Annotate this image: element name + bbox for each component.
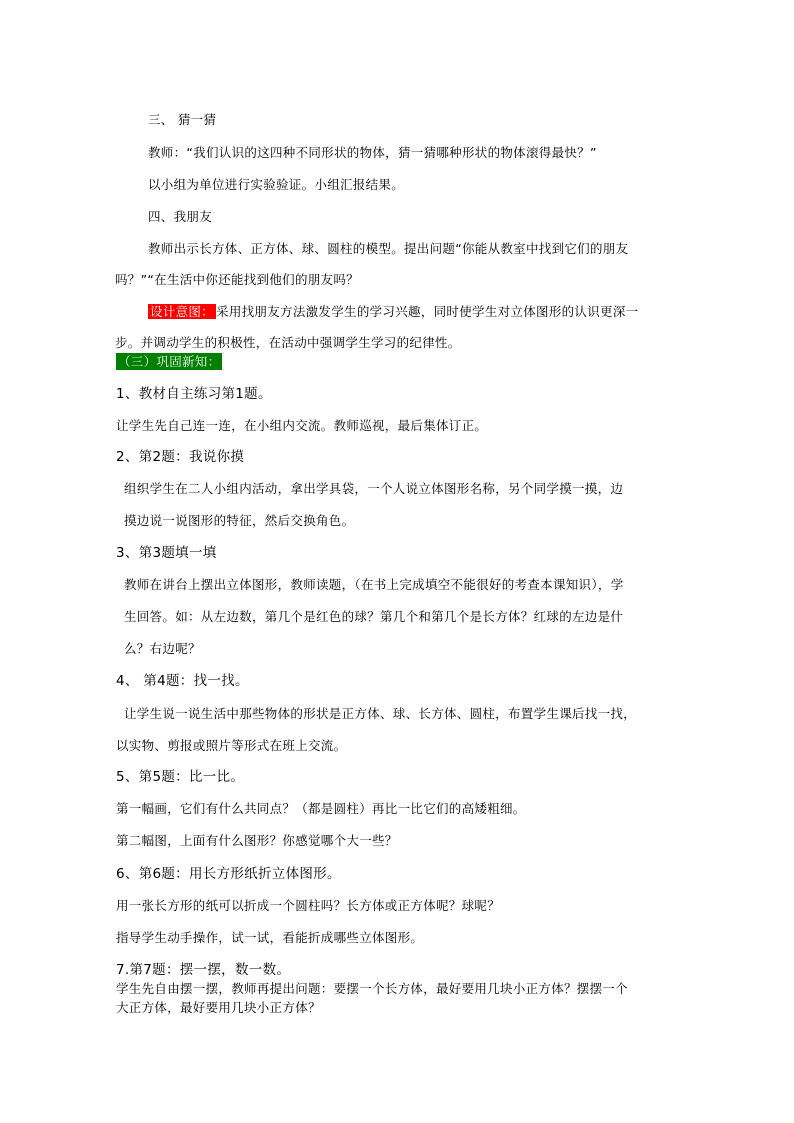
exercise-7-desc-line-2: 大正方体，最好要用几块小正方体？ bbox=[116, 1000, 321, 1015]
exercise-6-desc-line-1: 用一张长方形的纸可以折成一个圆柱吗？长方体或正方体呢？球呢？ bbox=[116, 898, 501, 913]
section-heading-guess: 三、 猜一猜 bbox=[148, 112, 217, 127]
consolidate-tag: （三）巩固新知： bbox=[118, 354, 221, 369]
friend-paragraph-line-2: 吗？”“在生活中你还能找到他们的朋友吗？ bbox=[115, 272, 359, 287]
section-heading-friend: 四、我朋友 bbox=[148, 209, 213, 224]
exercise-1-desc: 让学生先自己连一连，在小组内交流。教师巡视，最后集体订正。 bbox=[116, 418, 488, 433]
exercise-7-desc-line-1: 学生先自由摆一摆，教师再提出问题：要摆一个长方体，最好要用几块小正方体？摆摆一个 bbox=[116, 981, 629, 996]
exercise-6-title: 6、第6题：用长方形纸折立体图形。 bbox=[116, 866, 341, 882]
design-intent-line-2: 步。并调动学生的积极性，在活动中强调学生学习的纪律性。 bbox=[115, 335, 461, 350]
exercise-1-title: 1、教材自主练习第1题。 bbox=[116, 386, 272, 402]
exercise-6-desc-line-2: 指导学生动手操作，试一试，看能折成哪些立体图形。 bbox=[116, 930, 424, 945]
exercise-2-desc-line-1: 组织学生在二人小组内活动，拿出学具袋，一个人说立体图形名称，另个同学摸一摸，边 bbox=[124, 481, 624, 496]
exercise-3-title: 3、第3题填一填 bbox=[116, 545, 217, 561]
consolidate-heading bbox=[116, 354, 222, 370]
friend-paragraph-line-1: 教师出示长方体、正方体、球、圆柱的模型。提出问题“你能从教室中找到它们的朋友 bbox=[148, 241, 629, 256]
exercise-3-desc-line-3: 么？右边呢？ bbox=[124, 641, 201, 656]
exercise-2-desc-line-2: 摸边说一说图形的特征，然后交换角色。 bbox=[124, 513, 355, 528]
exercise-2-title: 2、第2题：我说你摸 bbox=[116, 449, 245, 465]
exercise-5-title: 5、第5题：比一比。 bbox=[116, 769, 245, 785]
exercise-3-desc-line-1: 教师在讲台上摆出立体图形，教师读题，（在书上完成填空不能很好的考查本课知识），学 bbox=[124, 577, 624, 592]
design-intent-line-1 bbox=[148, 304, 638, 320]
exercise-5-desc-line-1: 第一幅画，它们有什么共同点？（都是圆柱）再比一比它们的高矮粗细。 bbox=[116, 801, 526, 816]
group-verify-text: 以小组为单位进行实验验证。小组汇报结果。 bbox=[148, 177, 405, 192]
design-intent-tag: 设计意图： bbox=[150, 304, 215, 319]
exercise-7-title: 7.第7题：摆一摆，数一数。 bbox=[116, 962, 291, 978]
exercise-4-desc-line-1: 让学生说一说生活中那些物体的形状是正方体、球、长方体、圆柱，布置学生课后找一找， bbox=[124, 706, 637, 721]
exercise-4-title: 4、 第4题：找一找。 bbox=[116, 673, 249, 689]
exercise-4-desc-line-2: 以实物、剪报或照片等形式在班上交流。 bbox=[116, 738, 347, 753]
design-intent-text: 采用找朋友方法激发学生的学习兴趣，同时使学生对立体图形的认识更深一 bbox=[216, 304, 639, 319]
exercise-5-desc-line-2: 第二幅图，上面有什么图形？你感觉哪个大一些？ bbox=[116, 833, 398, 848]
teacher-question-guess: 教师：“我们认识的这四种不同形状的物体，猜一猜哪种形状的物体滚得最快？” bbox=[148, 145, 597, 160]
exercise-3-desc-line-2: 生回答。如：从左边数，第几个是红色的球？第几个和第几个是长方体？红球的左边是什 bbox=[124, 609, 624, 624]
